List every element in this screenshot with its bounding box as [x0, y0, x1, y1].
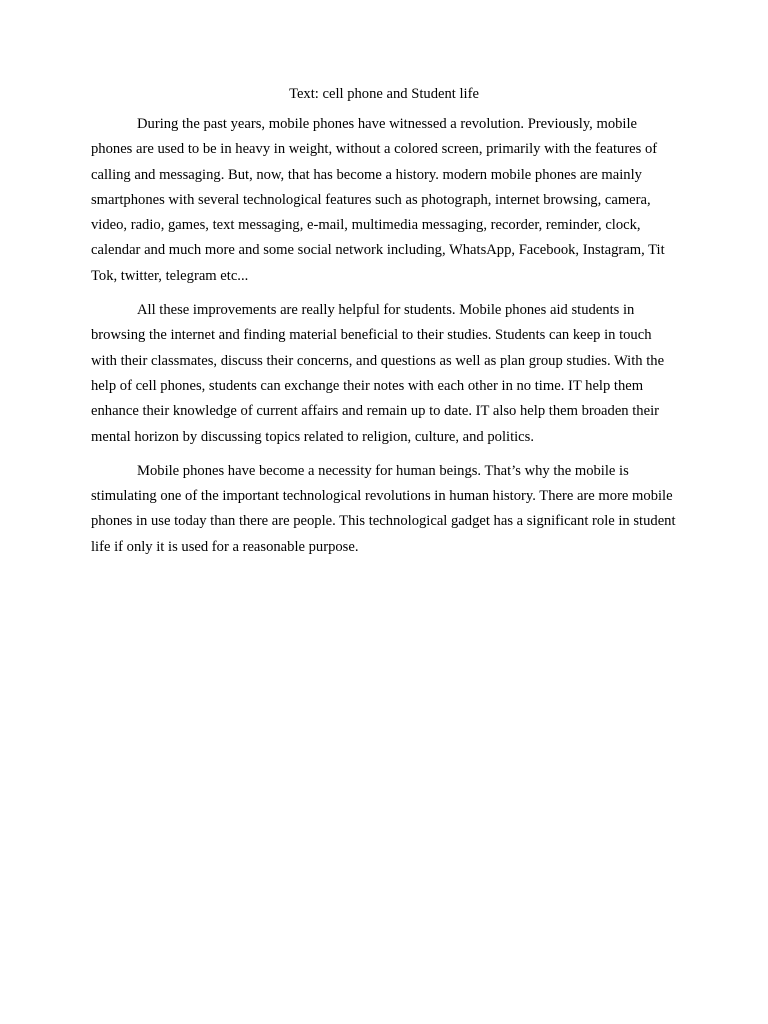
document-title: Text: cell phone and Student life: [289, 86, 479, 102]
paragraph-3: [91, 459, 677, 560]
paragraph-2-text: All these improvements are really helpful for students. Mobile phones aid students in browsing the internet and finding material beneficial to their studies. Students can keep in touch with their classmates, discuss their concerns, and questions as well as plan group studies. With the help of cell phones, students can exchange their notes with each other in no time. IT help them enhance their knowledge of current affairs and remain up to date. IT also help them broaden their mental horizon by discussing topics related to religion, culture, and politics.: [91, 302, 665, 445]
paragraph-1: [91, 112, 677, 289]
document-body: [91, 84, 677, 569]
paragraph-3-text: Mobile phones have become a necessity for human beings. That’s why the mobile is stimulating one of the important technological revolutions in human history. There are more mobile phones in use today than there are people. This technological gadget has a significant role in student life if only it is used for a reasonable purpose.: [91, 462, 676, 555]
paragraph-2: [91, 298, 677, 450]
paragraph-1-text: During the past years, mobile phones have witnessed a revolution. Previously, mobile phones are used to be in heavy in weight, without a colored screen, primarily with the features of calling and messaging. But, now, that has become a history. modern mobile phones are mainly smartphones with several technological features such as photograph, internet browsing, camera, video, radio, games, text messaging, e-mail, multimedia messaging, recorder, reminder, clock, calendar and much more and some social network including, WhatsApp, Facebook, Instagram, Tit Tok, twitter, telegram etc...: [91, 116, 665, 284]
